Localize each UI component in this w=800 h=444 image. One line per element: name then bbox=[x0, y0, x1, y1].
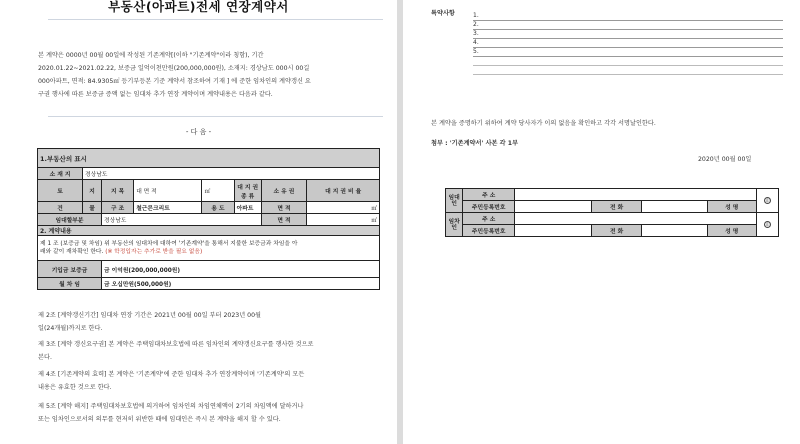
intro-line-4: 구권 행사에 따른 보증금 증액 없는 임대차 추가 연장 계약이며 계약내용은 다음과 같다. bbox=[38, 91, 273, 98]
intro-separator bbox=[48, 116, 383, 117]
seal-icon: 印 bbox=[765, 222, 770, 227]
deposit-label: 기입금 보증금 bbox=[38, 261, 102, 278]
attachment-note: 첨부 : '기존계약서' 사본 각 1부 bbox=[431, 140, 519, 147]
lessor-address-value[interactable] bbox=[515, 189, 757, 201]
lessor-id-value[interactable] bbox=[515, 201, 592, 213]
lease-part-label: 임대할부분 bbox=[38, 214, 102, 226]
building-area-label: 면 적 bbox=[261, 202, 307, 214]
lessee-id-value[interactable] bbox=[515, 225, 592, 237]
section1-title: 1.부동산의 표시 bbox=[38, 149, 380, 168]
clause5-line-2: 또는 임차인으로서의 의무를 현저히 위반한 때에 임대인은 즉시 본 계약을 해지 할 수 있다. bbox=[38, 416, 281, 423]
building-use-value: 아파트 bbox=[234, 202, 261, 214]
lessee-phone-value[interactable] bbox=[641, 225, 707, 237]
special-item-2: 2. bbox=[473, 21, 783, 30]
land-ownership: 소 유 권 bbox=[261, 180, 307, 202]
clause4-line-1: 제 4조 [기존계약의 효력] 본 계약은 '기존계약'에 준한 임대차 추가 연장계약이며 '기존계약'의 모든 bbox=[38, 371, 305, 378]
proof-statement: 본 계약을 증명하기 위하여 계약 당사자가 이의 없음을 확인하고 각각 서명날인한다. bbox=[431, 120, 656, 127]
lessor-id-label: 주민등록번호 bbox=[463, 201, 515, 213]
lessee-id-label: 주민등록번호 bbox=[463, 225, 515, 237]
lessor-name-label: 성 명 bbox=[707, 201, 757, 213]
contract-date: 2020년 00월 00일 bbox=[698, 156, 752, 163]
lessee-name-label: 성 명 bbox=[707, 225, 757, 237]
lessor-role: 임대인 bbox=[446, 189, 463, 213]
intro-line-3: 000아파트, 면적: 84.9305㎡ 등기부등본 기준 계약서 참조하여 기재 ] 에 준한 임차인의 계약갱신 요 bbox=[38, 78, 311, 85]
clause4-line-2: 내용은 유효한 것으로 한다. bbox=[38, 384, 112, 391]
lease-area-unit: ㎡ bbox=[307, 214, 380, 226]
building-structure-value: 철근콘크리트 bbox=[134, 202, 202, 214]
clause2-line-1: 제 2조 [계약갱신기간] 임대차 연장 기간은 2021년 00월 00일 부터 2023년 00월 bbox=[38, 312, 261, 319]
contract-page-right bbox=[403, 0, 800, 444]
special-item-5: 5. bbox=[473, 48, 783, 57]
clause1-note: (※ 학정입자는 추가로 받을 필요 없음) bbox=[105, 249, 203, 255]
lessor-address-label: 주 소 bbox=[463, 189, 515, 201]
clause1-line-2: 래와 같이 재차확인 한다. bbox=[40, 249, 104, 255]
special-item-blank-2 bbox=[473, 66, 783, 75]
special-item-4: 4. bbox=[473, 39, 783, 48]
lessor-phone-value[interactable] bbox=[641, 201, 707, 213]
land-right-ratio: 대 지 권 비 율 bbox=[307, 180, 380, 202]
title-separator bbox=[48, 19, 383, 20]
lessee-seal bbox=[757, 213, 779, 237]
special-item-1: 1. bbox=[473, 12, 783, 21]
rent-label: 월 차 임 bbox=[38, 278, 102, 290]
clause5-line-1: 제 5조 [계약 해지] 주택임대차보호법에 의거하여 임차인의 차임연체액이 2기의 차임액에 달하거나 bbox=[38, 403, 304, 410]
section2-title: 2. 계약내용 bbox=[38, 226, 380, 236]
lessee-address-label: 주 소 bbox=[463, 213, 515, 225]
lessee-phone-label: 전 화 bbox=[592, 225, 642, 237]
clause1-cell bbox=[38, 236, 380, 261]
lessee-role: 임차인 bbox=[446, 213, 463, 237]
special-terms-label: 특약사항 bbox=[431, 10, 455, 17]
deposit-value: 금 이억원(200,000,000원) bbox=[102, 261, 380, 278]
seal-icon: 印 bbox=[765, 198, 770, 203]
building-structure-label: 구 조 bbox=[102, 202, 134, 214]
land-area: 대 면 적 bbox=[134, 180, 202, 202]
building-use-label: 용 도 bbox=[202, 202, 234, 214]
clause3-line-1: 제 3조 [계약 갱신요구권] 본 계약은 주택임대차보호법에 따른 임차인의 계약갱신요구를 행사한 것으로 bbox=[38, 341, 314, 348]
signature-table bbox=[445, 188, 779, 237]
clause3-line-2: 본다. bbox=[38, 354, 52, 361]
intro-line-2: 2020.01.22~2021.02.22, 보증금 일억이천만원(200,000,000원), 소재지: 경상남도 000시 00길 bbox=[38, 65, 310, 72]
land-area-unit: ㎡ bbox=[202, 180, 234, 202]
location-label: 소 재 지 bbox=[38, 168, 83, 180]
document-title: 부동산(아파트)전세 연장계약서 bbox=[108, 0, 289, 14]
property-table bbox=[37, 148, 380, 290]
special-item-blank-1 bbox=[473, 57, 783, 66]
building-area-unit: ㎡ bbox=[307, 202, 380, 214]
land-category: 지 목 bbox=[102, 180, 134, 202]
rent-value: 금 오십만원(500,000원) bbox=[102, 278, 380, 290]
dauem-heading: - 다 음 - bbox=[185, 128, 212, 136]
building-label-1: 건 bbox=[38, 202, 83, 214]
special-item-3: 3. bbox=[473, 30, 783, 39]
lessee-address-value[interactable] bbox=[515, 213, 757, 225]
location-value: 경상남도 bbox=[83, 168, 380, 180]
clause1-line-1: 제 1 조 (보증금 및 차임) 위 부동산의 임대차에 대하여 '기존계약'을 통해서 지불한 보증금과 차임을 아 bbox=[40, 241, 298, 247]
lessor-phone-label: 전 화 bbox=[592, 201, 642, 213]
building-label-2: 물 bbox=[83, 202, 102, 214]
lessor-seal bbox=[757, 189, 779, 213]
land-label-1: 토 bbox=[38, 180, 83, 202]
clause2-line-2: 일(24개월)까지로 한다. bbox=[38, 325, 103, 332]
contract-page-left bbox=[0, 0, 397, 444]
intro-line-1: 본 계약은 0000년 00월 00일에 작성된 기존계약[(이하 "기존계약"이라 칭함), 기간 bbox=[38, 52, 264, 59]
lease-area-label: 면 적 bbox=[261, 214, 307, 226]
land-label-2: 지 bbox=[83, 180, 102, 202]
land-right-type: 대 지 권 종 류 bbox=[234, 180, 261, 202]
lease-part-value: 경상남도 bbox=[102, 214, 262, 226]
